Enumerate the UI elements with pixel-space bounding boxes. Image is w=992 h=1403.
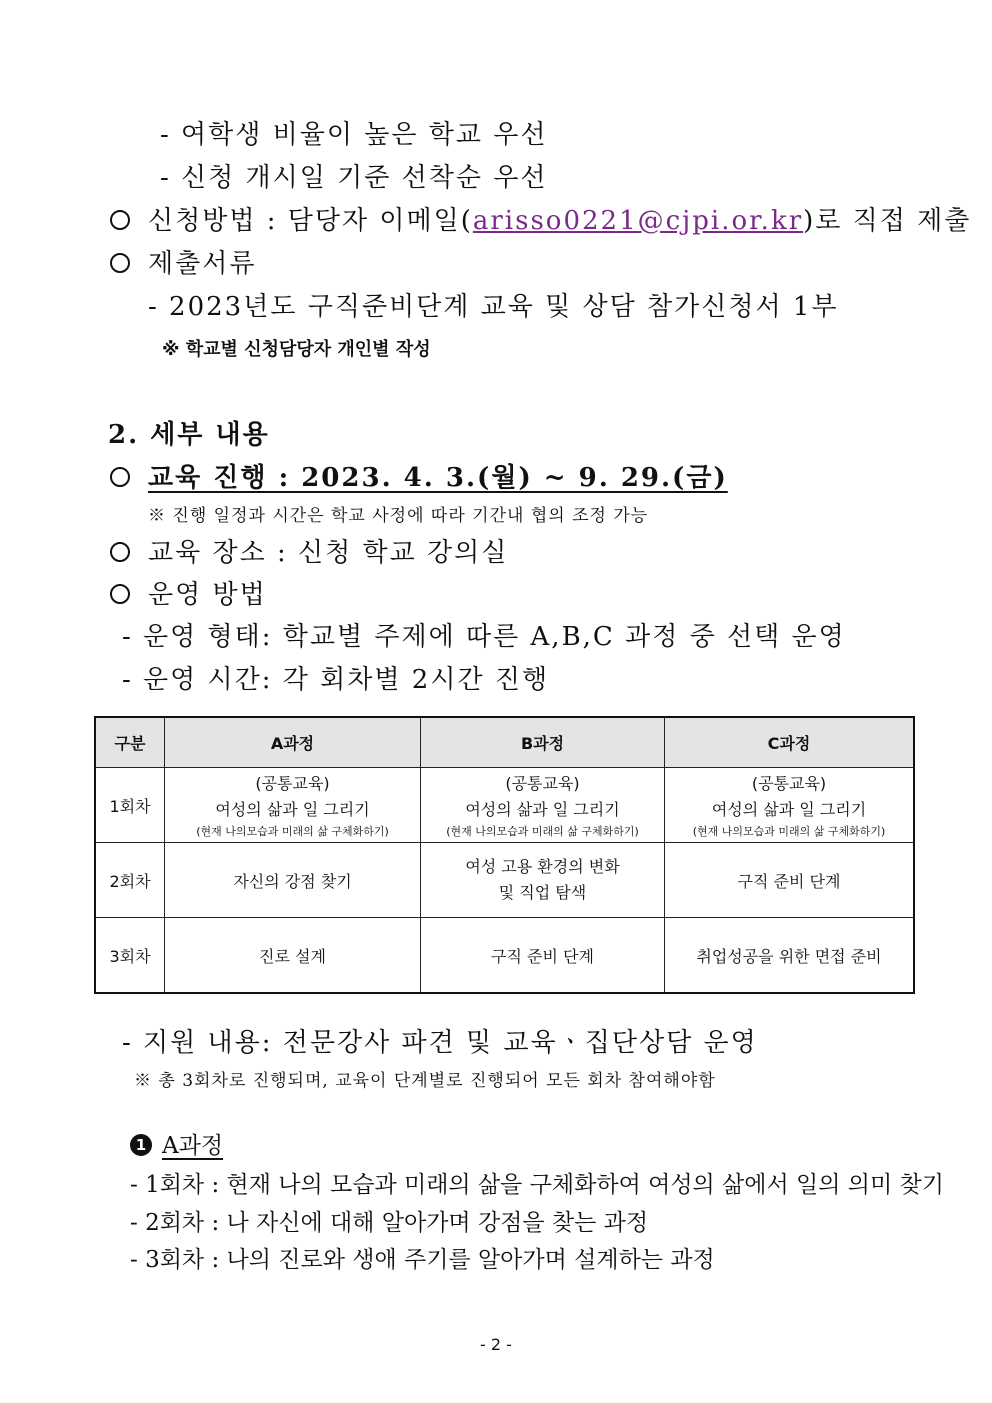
cell-sub: (현재 나의모습과 미래의 삶 구체화하기) xyxy=(446,825,639,838)
header-cell: 구분 xyxy=(95,717,165,768)
period-line xyxy=(110,457,728,494)
table-row xyxy=(95,918,914,994)
criteria-line-1: - 여학생 비율이 높은 학교 우선 xyxy=(160,120,548,150)
place-line xyxy=(110,532,508,569)
row-label: 2회차 xyxy=(95,843,165,918)
course-a-item: - 3회차 : 나의 진로와 생애 주기를 알아가며 설계하는 과정 xyxy=(130,1247,715,1273)
criteria-line-2: - 신청 개시일 기준 선착순 우선 xyxy=(160,163,548,193)
circle-bullet-icon xyxy=(110,467,130,487)
section-title: 2. 세부 내용 xyxy=(108,420,270,450)
period-note: ※ 진행 일정과 시간은 학교 사정에 따라 기간내 협의 조정 가능 xyxy=(148,506,649,526)
row-label: 1회차 xyxy=(95,768,165,843)
header-cell: C과정 xyxy=(665,717,915,768)
course-a-item: - 1회차 : 현재 나의 모습과 미래의 삶을 구체화하여 여성의 삶에서 일의 의미 찾기 xyxy=(130,1172,944,1198)
place-text: 교육 장소 : 신청 학교 강의실 xyxy=(148,538,509,568)
support-note: ※ 총 3회차로 진행되며, 교육이 단계별로 진행되어 모든 회차 참여해야함 xyxy=(134,1071,716,1091)
method-line xyxy=(110,574,267,611)
circle-bullet-icon xyxy=(110,584,130,604)
table-cell: 취업성공을 위한 면접 준비 xyxy=(665,918,915,994)
table-cell xyxy=(165,768,421,843)
apply-method-label: 신청방법 : 담당자 이메일( xyxy=(148,206,473,236)
cell-main: 여성의 삶과 일 그리기 xyxy=(215,800,370,819)
header-cell: A과정 xyxy=(165,717,421,768)
header-cell: B과정 xyxy=(421,717,665,768)
table-cell: 구직 준비 단계 xyxy=(665,843,915,918)
method-time: - 운영 시간: 각 회차별 2시간 진행 xyxy=(122,665,550,695)
documents-label: 제출서류 xyxy=(148,249,257,279)
number-one-icon: 1 xyxy=(130,1134,152,1156)
documents-line xyxy=(110,243,256,280)
documents-item: - 2023년도 구직준비단계 교육 및 상담 참가신청서 1부 xyxy=(148,292,839,322)
cell-sub: (현재 나의모습과 미래의 삶 구체화하기) xyxy=(196,825,389,838)
support-line: - 지원 내용: 전문강사 파견 및 교육ㆍ집단상담 운영 xyxy=(122,1028,758,1058)
table-cell xyxy=(665,768,915,843)
table-cell: 구직 준비 단계 xyxy=(421,918,665,994)
email-link[interactable]: arisso0221@cjpi.or.kr xyxy=(472,206,804,236)
table-cell xyxy=(421,843,665,918)
table-cell: 진로 설계 xyxy=(165,918,421,994)
table-row xyxy=(95,843,914,918)
circle-bullet-icon xyxy=(110,542,130,562)
schedule-table xyxy=(94,716,915,994)
method-form: - 운영 형태: 학교별 주제에 따른 A,B,C 과정 중 선택 운영 xyxy=(122,622,846,652)
cell-top: (공통교육) xyxy=(751,774,827,793)
cell-main: 여성의 삶과 일 그리기 xyxy=(465,800,620,819)
table-cell: 자신의 강점 찾기 xyxy=(165,843,421,918)
cell-main: 여성의 삶과 일 그리기 xyxy=(711,800,867,819)
table-cell xyxy=(421,768,665,843)
cell-line: 여성 고용 환경의 변화 xyxy=(465,857,620,876)
apply-method-line xyxy=(110,200,971,237)
circle-bullet-icon xyxy=(110,253,130,273)
apply-method-suffix: )로 직접 제출 xyxy=(803,206,972,236)
course-a-title: A과정 xyxy=(162,1133,224,1159)
method-label: 운영 방법 xyxy=(148,580,267,610)
row-label: 3회차 xyxy=(95,918,165,994)
circle-bullet-icon xyxy=(110,210,130,230)
cell-top: (공통교육) xyxy=(255,774,330,793)
cell-top: (공통교육) xyxy=(505,774,580,793)
cell-line: 및 직업 탐색 xyxy=(498,883,587,902)
table-row xyxy=(95,768,914,843)
course-a-item: - 2회차 : 나 자신에 대해 알아가며 강점을 찾는 과정 xyxy=(130,1210,649,1236)
course-a-heading xyxy=(130,1127,223,1160)
page-number: - 2 - xyxy=(480,1335,512,1354)
period-text: 교육 진행 : 2023. 4. 3.(월) ~ 9. 29.(금) xyxy=(148,463,728,493)
table-header-row xyxy=(95,717,914,768)
cell-sub: (현재 나의모습과 미래의 삶 구체화하기) xyxy=(692,825,886,838)
documents-note: ※ 학교별 신청담당자 개인별 작성 xyxy=(162,339,431,360)
